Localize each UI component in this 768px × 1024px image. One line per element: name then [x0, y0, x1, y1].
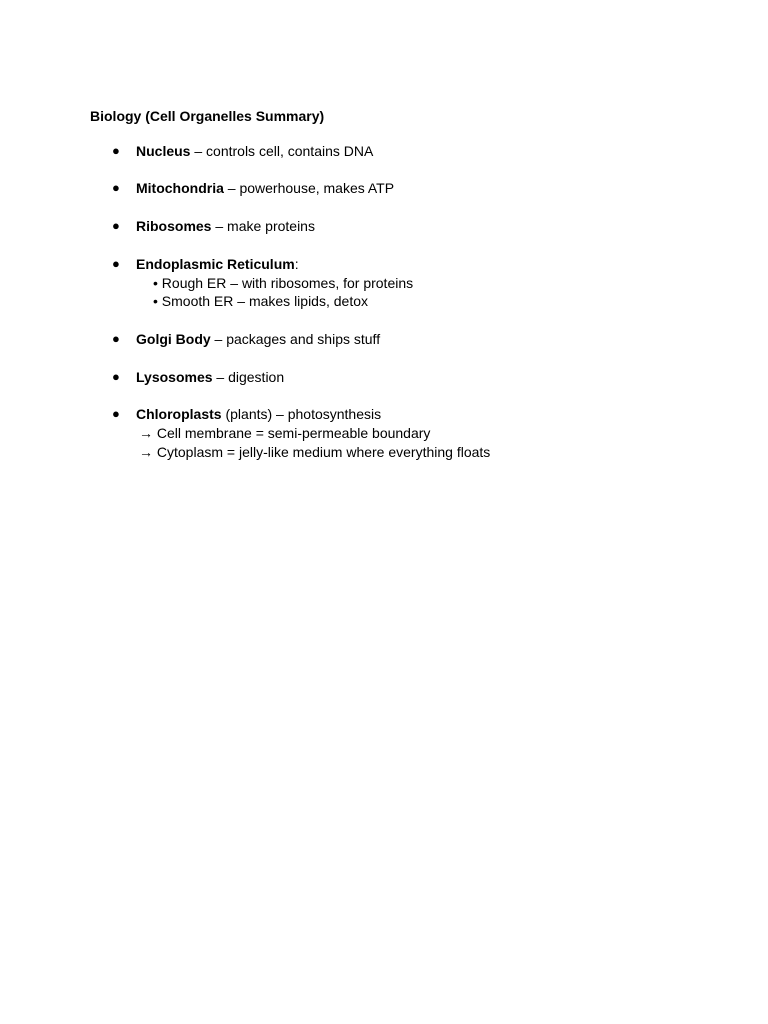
bullet-icon: ●	[112, 143, 120, 158]
organelle-description: – controls cell, contains DNA	[190, 143, 374, 159]
list-item-text	[136, 255, 299, 273]
bullet-icon: ●	[112, 406, 120, 421]
organelle-term: Lysosomes	[136, 369, 213, 385]
bullet-icon: ●	[112, 331, 120, 346]
list-item-text	[136, 179, 394, 197]
bullet-icon: ●	[112, 369, 120, 384]
list-item-text	[136, 330, 380, 348]
organelle-term: Mitochondria	[136, 180, 224, 196]
document-title: Biology (Cell Organelles Summary)	[90, 108, 325, 124]
organelle-term: Nucleus	[136, 143, 191, 159]
organelle-description: – make proteins	[211, 218, 315, 234]
sub-item-rough-er: • Rough ER – with ribosomes, for proteins	[153, 275, 414, 291]
list-item-text	[136, 405, 381, 423]
organelle-term: Golgi Body	[136, 331, 211, 347]
list-item-text	[136, 368, 284, 386]
organelle-term: Endoplasmic Reticulum	[136, 256, 295, 272]
organelle-description: (plants) – photosynthesis	[221, 406, 382, 422]
note-cell-membrane: → Cell membrane = semi-permeable boundary	[139, 425, 431, 441]
list-item-text	[136, 217, 315, 235]
organelle-description: – digestion	[212, 369, 285, 385]
list-item-text	[136, 142, 373, 160]
note-cytoplasm: → Cytoplasm = jelly-like medium where everything floats	[139, 444, 491, 460]
bullet-icon: ●	[112, 256, 120, 271]
organelle-term: Ribosomes	[136, 218, 212, 234]
organelle-description: – packages and ships stuff	[210, 331, 381, 347]
organelle-description: :	[294, 256, 299, 272]
sub-item-smooth-er: • Smooth ER – makes lipids, detox	[153, 293, 368, 309]
bullet-icon: ●	[112, 218, 120, 233]
organelle-term: Chloroplasts	[136, 406, 222, 422]
bullet-icon: ●	[112, 180, 120, 195]
organelle-description: – powerhouse, makes ATP	[223, 180, 395, 196]
